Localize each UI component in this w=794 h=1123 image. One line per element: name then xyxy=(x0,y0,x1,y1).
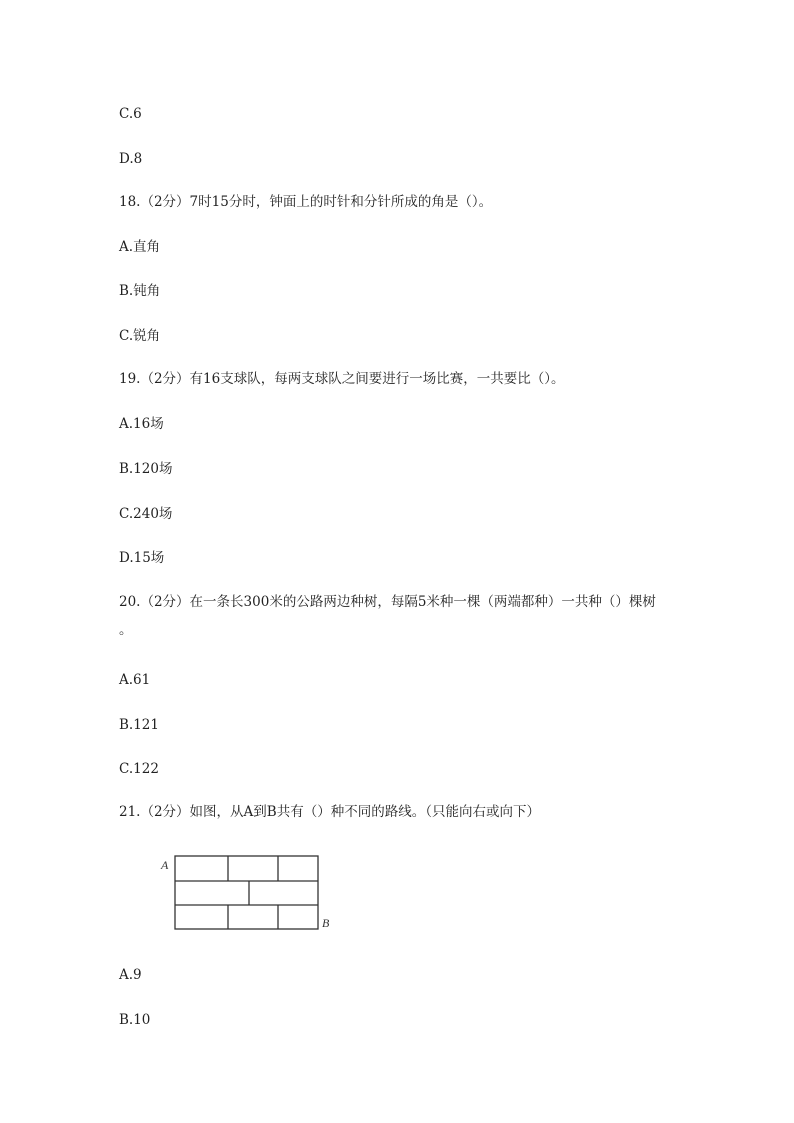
option-d-19: D.15场 xyxy=(119,550,165,566)
option-c-18: C.锐角 xyxy=(119,328,161,344)
option-c-19: C.240场 xyxy=(119,506,173,522)
option-b-19: B.120场 xyxy=(119,461,173,477)
option-a-21: A.9 xyxy=(119,967,142,983)
question-19: 19.（2分）有16支球队，每两支球队之间要进行一场比赛，一共要比（）。 xyxy=(119,371,565,387)
option-b-20: B.121 xyxy=(119,717,159,733)
option-b-18: B.钝角 xyxy=(119,283,161,299)
grid-outline xyxy=(175,856,318,929)
label-a: A xyxy=(161,858,169,872)
option-b-21: B.10 xyxy=(119,1012,151,1028)
question-20: 20.（2分）在一条长300米的公路两边种树，每隔5米种一棵（两端都种）一共种（）棵树 xyxy=(119,594,656,610)
question-18: 18.（2分）7时15分时，钟面上的时针和分针所成的角是（）。 xyxy=(119,194,493,210)
label-b: B xyxy=(322,916,330,930)
option-c-20: C.122 xyxy=(119,761,159,777)
option-a-18: A.直角 xyxy=(119,239,161,255)
option-c-17: C.6 xyxy=(119,106,142,122)
question-21: 21.（2分）如图，从A到B共有（）种不同的路线。（只能向右或向下） xyxy=(119,804,540,820)
option-d-17: D.8 xyxy=(119,151,143,167)
option-a-19: A.16场 xyxy=(119,416,164,432)
question-20-continuation: 。 xyxy=(119,622,133,638)
grid-route-figure xyxy=(158,850,343,940)
option-a-20: A.61 xyxy=(119,672,151,688)
